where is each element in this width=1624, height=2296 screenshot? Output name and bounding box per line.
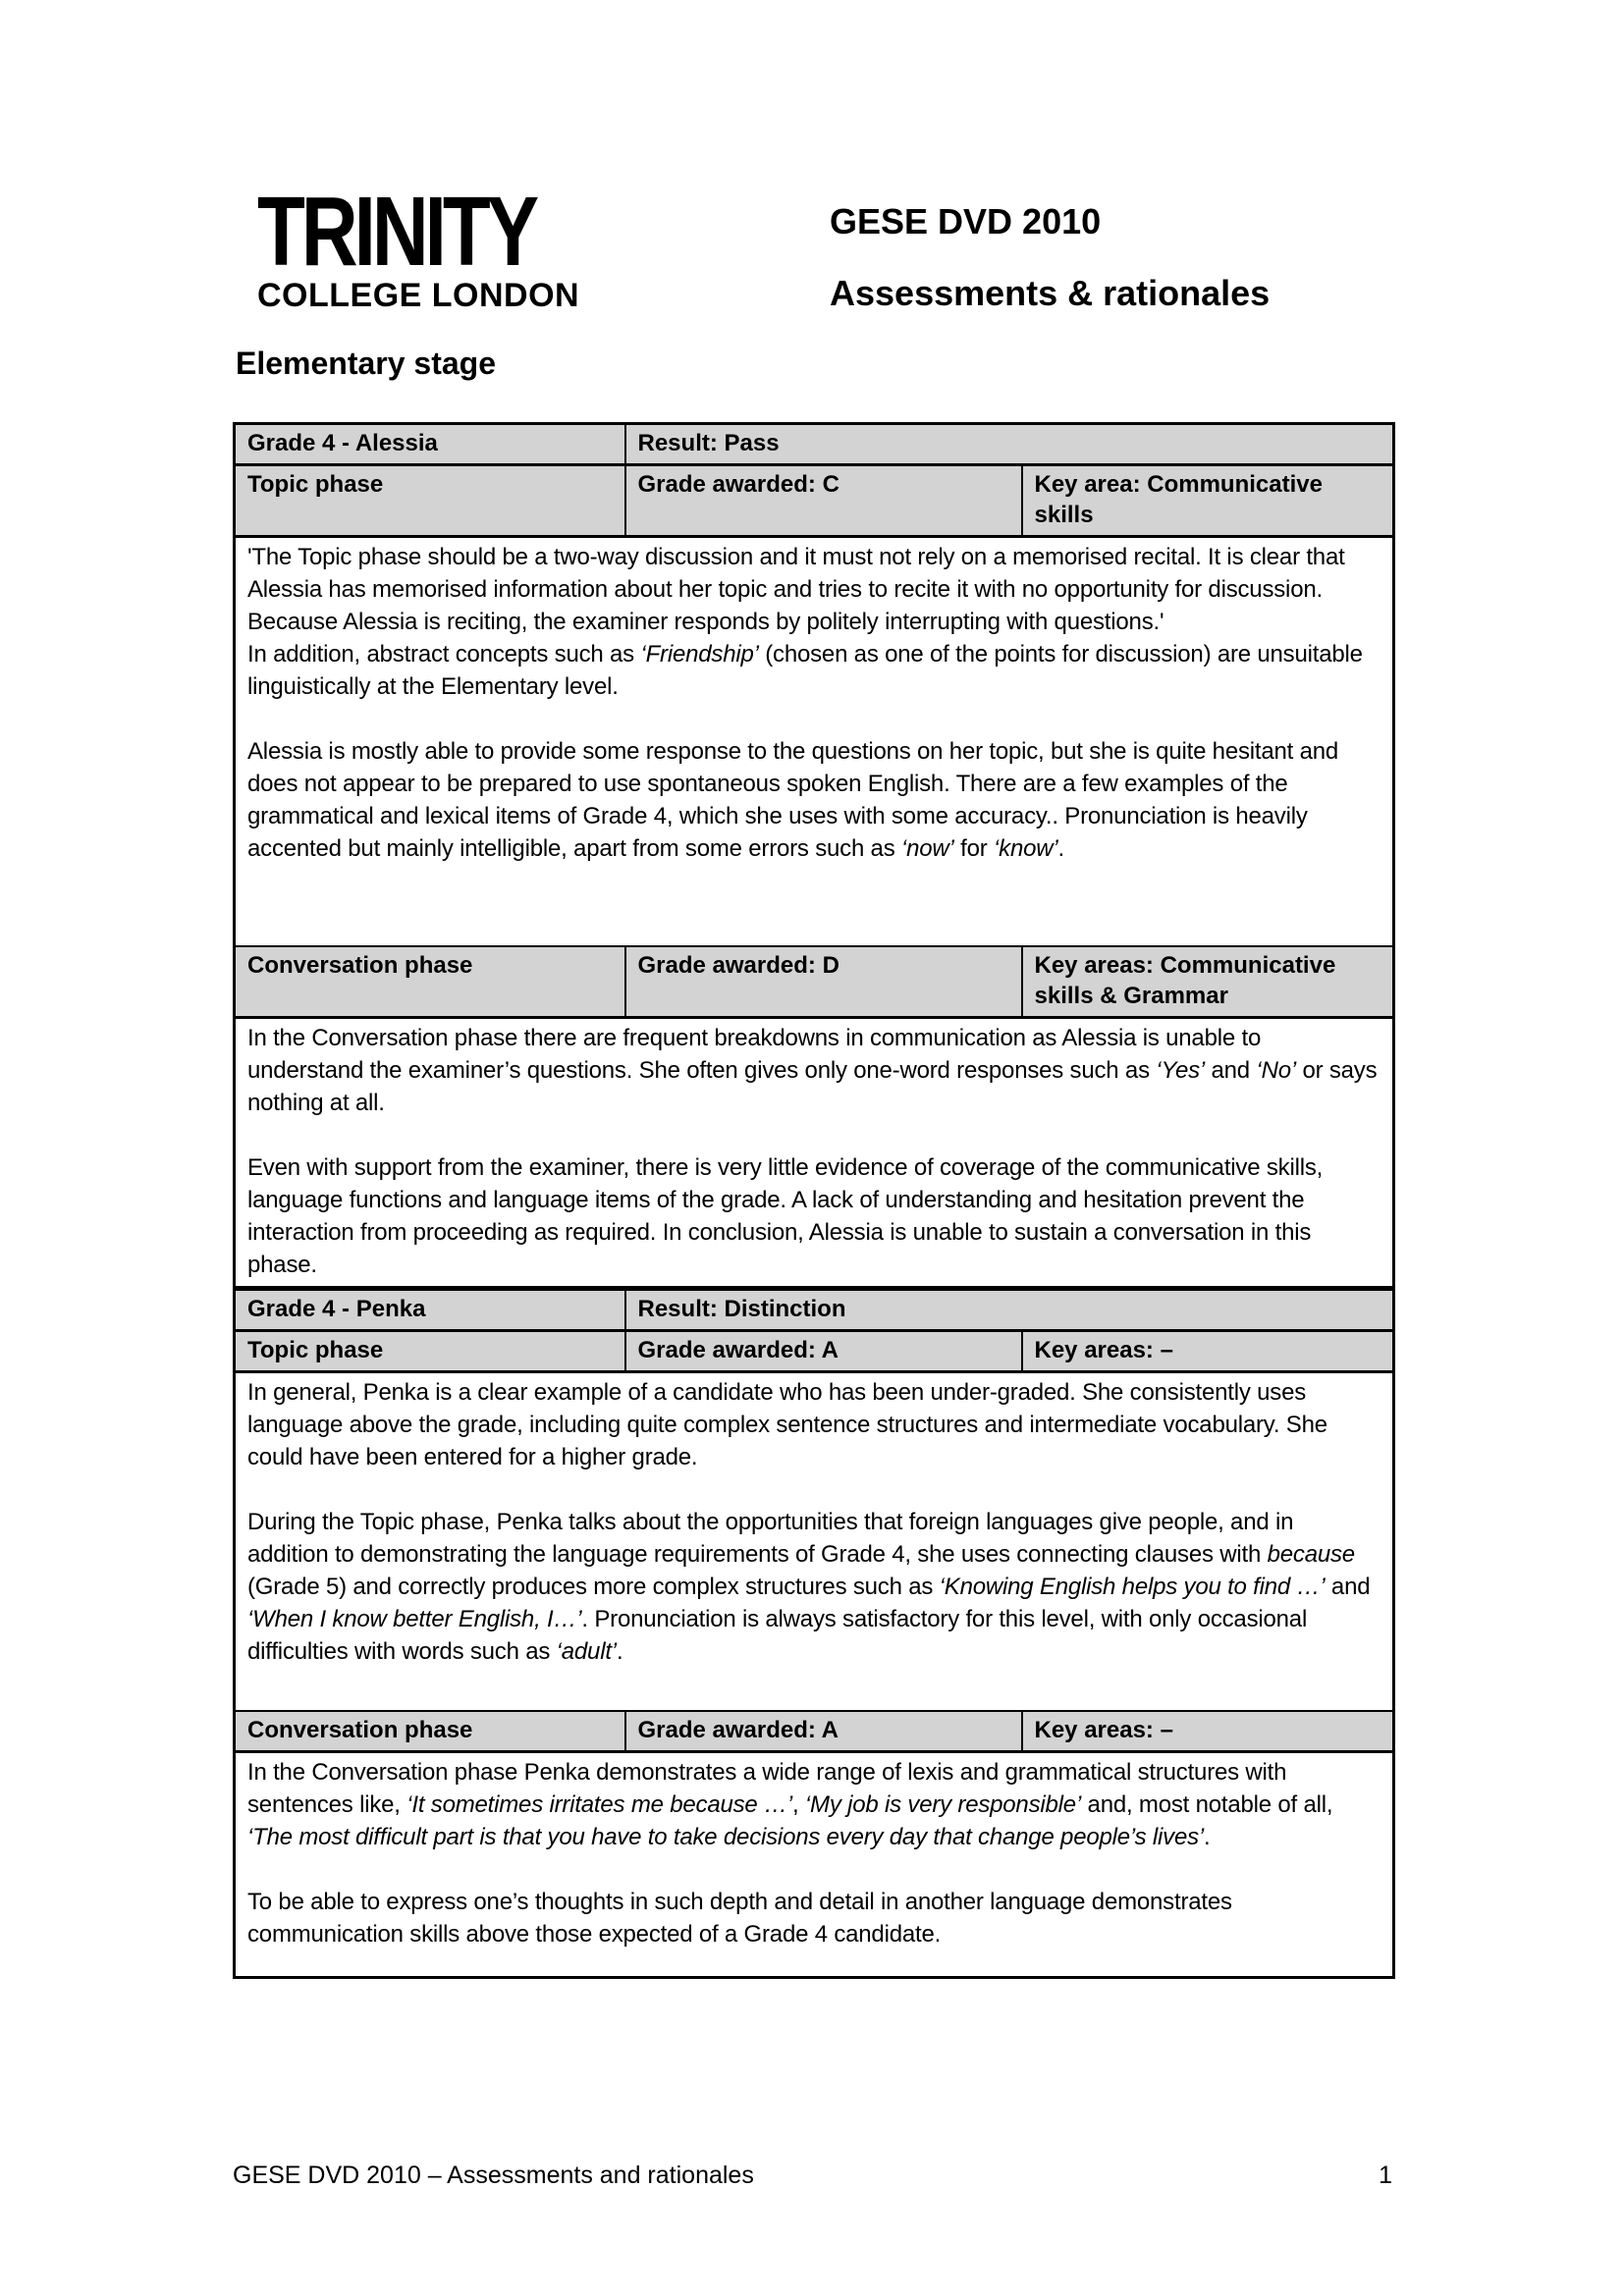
- phase-cell: Topic phase: [235, 465, 625, 537]
- rationale-paragraph: In addition, abstract concepts such as ‘Friendship’ (chosen as one of the points for discussion) are unsuitable linguistically at the Elementary level.: [247, 641, 1363, 700]
- rationale-cell: [235, 1751, 1394, 1977]
- phase-header-row: [235, 946, 1394, 1018]
- trinity-logo-subtitle: COLLEGE LONDON: [257, 277, 580, 314]
- result-cell: Result: Pass: [625, 424, 1394, 465]
- key-areas-cell: Key areas: Communicative skills & Grammar: [1022, 946, 1394, 1018]
- section-heading: Elementary stage: [236, 346, 497, 381]
- rationale-cell: [235, 1372, 1394, 1711]
- document-title-line1: GESE DVD 2010: [830, 201, 1102, 241]
- rationale-row: [235, 1372, 1394, 1711]
- phase-cell: Conversation phase: [235, 946, 625, 1018]
- grade-cell: Grade awarded: D: [625, 946, 1022, 1018]
- rationale-paragraph: During the Topic phase, Penka talks about the opportunities that foreign languages give people, and in addition to demonstrating the language requirements of Grade 4, she uses connecting clauses with because (Grade 5) and correctly produces more complex structures such as ‘Knowing English helps you to find …’ and ‘When I know better English, I…’. Pronunciation is always satisfactory for this level, with only occasional difficulties with words such as ‘adult’.: [247, 1509, 1371, 1665]
- footer-title: GESE DVD 2010 – Assessments and rationales: [233, 2162, 754, 2189]
- phase-cell: Topic phase: [235, 1331, 625, 1372]
- grade-cell: Grade awarded: A: [625, 1711, 1022, 1752]
- rationale-row: [235, 1751, 1394, 1977]
- key-areas-cell: Key area: Communicative skills: [1022, 465, 1394, 537]
- rationale-paragraph: In the Conversation phase Penka demonstrates a wide range of lexis and grammatical structures with sentences like, ‘It sometimes irritates me because …’, ‘My job is very responsible’ and, most notable of all, ‘The most difficult part is that you have to take decisions every day that change people’s lives’.: [247, 1758, 1333, 1850]
- rationale-paragraph: 'The Topic phase should be a two-way discussion and it must not rely on a memorised recital. It is clear that Alessia has memorised information about her topic and tries to recite it with no opportunity for discussion. Because Alessia is reciting, the examiner responds by politely interrupting with questions.': [247, 544, 1345, 635]
- trinity-logo-wordmark: TRINITY: [257, 177, 536, 287]
- rationale-row: [235, 1017, 1394, 1287]
- rationale-cell: [235, 537, 1394, 946]
- table-title-row: [235, 1290, 1394, 1331]
- phase-header-row: [235, 1711, 1394, 1752]
- grade-cell: Grade awarded: A: [625, 1331, 1022, 1372]
- footer-page-number: 1: [1379, 2162, 1392, 2189]
- key-areas-cell: Key areas: –: [1022, 1711, 1394, 1752]
- assessment-table-alessia: [233, 422, 1395, 1289]
- phase-header-row: [235, 465, 1394, 537]
- rationale-paragraph: Alessia is mostly able to provide some response to the questions on her topic, but she is quite hesitant and does not appear to be prepared to use spontaneous spoken English. There are a few examples of the grammatical and lexical items of Grade 4, which she uses with some accuracy.. Pronunciation is heavily accented but mainly intelligible, apart from some errors such as ‘now’ for ‘know’.: [247, 738, 1339, 862]
- document-title: [830, 201, 1270, 314]
- rationale-paragraph: To be able to express one’s thoughts in such depth and detail in another language demonstrates communication skills above those expected of a Grade 4 candidate.: [247, 1888, 1232, 1948]
- trinity-logo: [257, 177, 605, 315]
- page-footer: [233, 2162, 1392, 2190]
- assessment-table-penka: [233, 1288, 1395, 1979]
- grade-cell: Grade awarded: C: [625, 465, 1022, 537]
- result-cell: Result: Distinction: [625, 1290, 1394, 1331]
- phase-header-row: [235, 1331, 1394, 1372]
- candidate-cell: Grade 4 - Penka: [235, 1290, 625, 1331]
- rationale-paragraph: Even with support from the examiner, there is very little evidence of coverage of the communicative skills, language functions and language items of the grade. A lack of understanding and hesitation prevent the interaction from proceeding as required. In conclusion, Alessia is unable to sustain a conversation in this phase.: [247, 1153, 1324, 1278]
- key-areas-cell: Key areas: –: [1022, 1331, 1394, 1372]
- rationale-row: [235, 537, 1394, 946]
- candidate-cell: Grade 4 - Alessia: [235, 424, 625, 465]
- phase-cell: Conversation phase: [235, 1711, 625, 1752]
- rationale-paragraph: In general, Penka is a clear example of a candidate who has been under-graded. She consistently uses language above the grade, including quite complex sentence structures and intermediate vocabulary. She could have been entered for a higher grade.: [247, 1379, 1327, 1470]
- document-title-line2: Assessments & rationales: [830, 273, 1271, 313]
- rationale-cell: [235, 1017, 1394, 1287]
- rationale-paragraph: In the Conversation phase there are frequent breakdowns in communication as Alessia is unable to understand the examiner’s questions. She often gives only one-word responses such as ‘Yes’ and ‘No’ or says nothing at all.: [247, 1024, 1378, 1116]
- table-title-row: [235, 424, 1394, 465]
